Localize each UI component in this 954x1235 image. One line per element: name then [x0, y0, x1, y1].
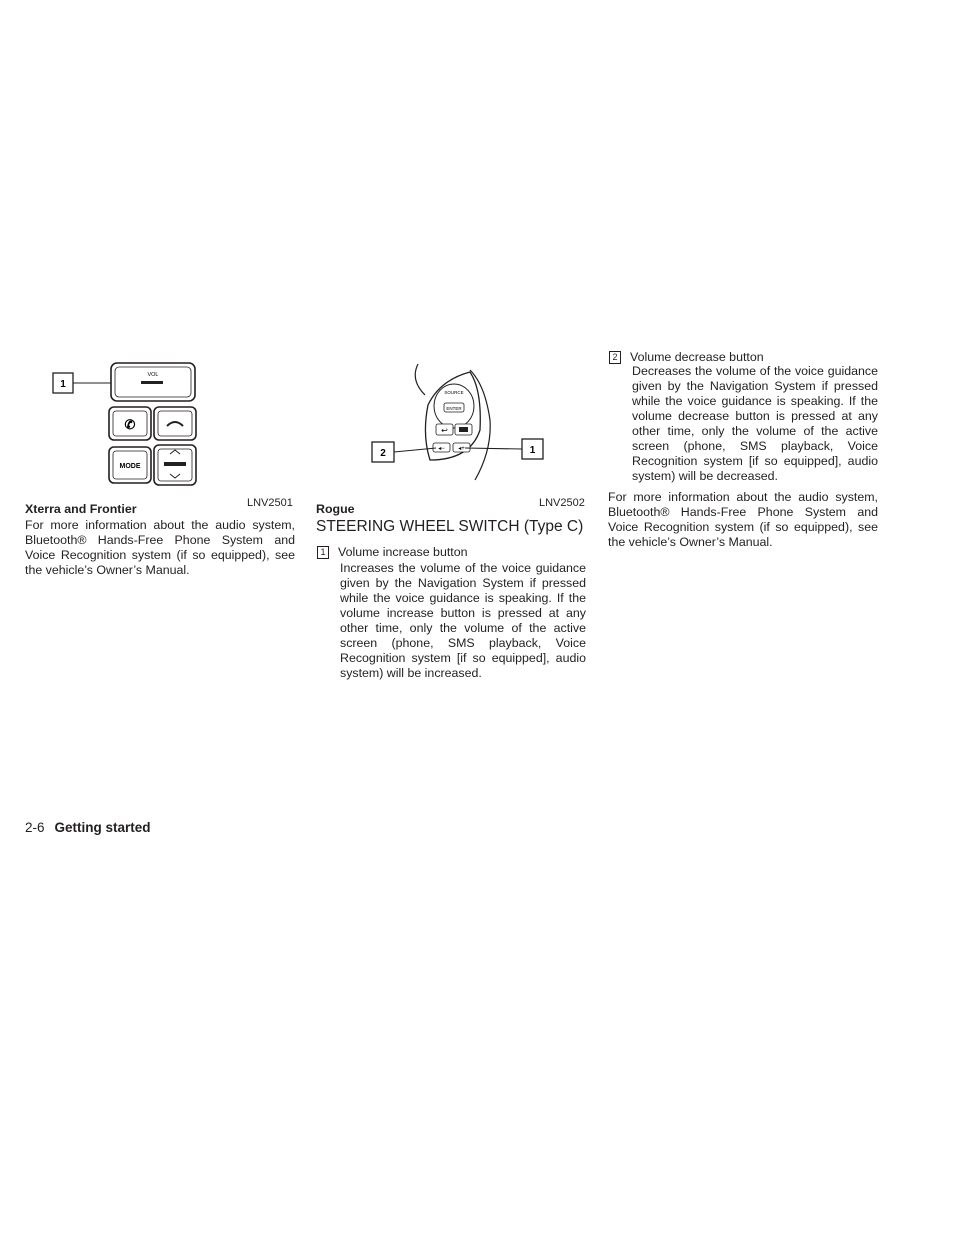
figure-caption-rogue: Rogue: [316, 502, 355, 516]
volume-plus-icon: ◂+: [458, 446, 465, 452]
item-2-title: Volume decrease button: [630, 350, 764, 364]
phone-hangup-button: [154, 407, 196, 440]
figure-code-lnv2502: LNV2502: [539, 497, 585, 509]
volume-minus-icon: ◂−: [438, 446, 445, 452]
section-title: Getting started: [54, 820, 151, 835]
enter-label: ENTER: [446, 406, 462, 411]
source-label: SOURCE: [444, 390, 464, 395]
callout-leader-1: [465, 448, 522, 449]
rogue-steering-wheel-illustration: [370, 360, 545, 490]
left-paragraph: For more information about the audio system, Bluetooth® Hands-Free Phone System and Voice Recognition system (if so equipped), see the vehicle’s Owner’s Manual.: [25, 518, 295, 577]
item-2-heading: [609, 350, 764, 365]
callout-number-1: 1: [60, 379, 66, 390]
page-footer: [25, 820, 151, 835]
phone-talk-icon: ✆: [124, 417, 136, 432]
menu-icon: [459, 427, 468, 432]
minus-icon: [141, 381, 163, 384]
item-1-heading: [317, 545, 468, 560]
right-paragraph: For more information about the audio system, Bluetooth® Hands-Free Phone System and Voice Recognition system (if so equipped), see the vehicle’s Owner’s Manual.: [608, 490, 878, 549]
item-2-description: Decreases the volume of the voice guidance given by the Navigation System if pressed while the voice guidance is speaking. If the volume decrease button is pressed at any other time, only the volume of the active screen (phone, SMS playback, Voice Recognition system [if so equipped], audio system) will be decreased.: [632, 364, 878, 483]
wheel-rim: [415, 364, 425, 395]
item-1-title: Volume increase button: [338, 545, 468, 559]
vol-label: VOL: [147, 372, 159, 378]
xterra-frontier-switch-illustration: [50, 360, 200, 488]
section-heading: STEERING WHEEL SWITCH (Type C): [316, 518, 584, 535]
figure-caption-xterra: Xterra and Frontier: [25, 502, 137, 516]
mode-label: MODE: [119, 463, 141, 470]
page-number: 2-6: [25, 820, 45, 835]
item-number-box-2: 2: [609, 351, 621, 364]
bar-icon: [164, 462, 186, 466]
back-icon: ↩: [441, 426, 448, 435]
callout-number-1-rogue: 1: [529, 445, 536, 456]
item-1-description: Increases the volume of the voice guidance given by the Navigation System if pressed while the voice guidance is speaking. If the volume increase button is pressed at any other time, only the volume of the active screen (phone, SMS playback, Voice Recognition system [if so equipped], audio system) will be increased.: [340, 561, 586, 680]
item-number-box-1: 1: [317, 546, 329, 559]
callout-number-2: 2: [380, 448, 386, 459]
figure-code-lnv2501: LNV2501: [247, 497, 293, 509]
